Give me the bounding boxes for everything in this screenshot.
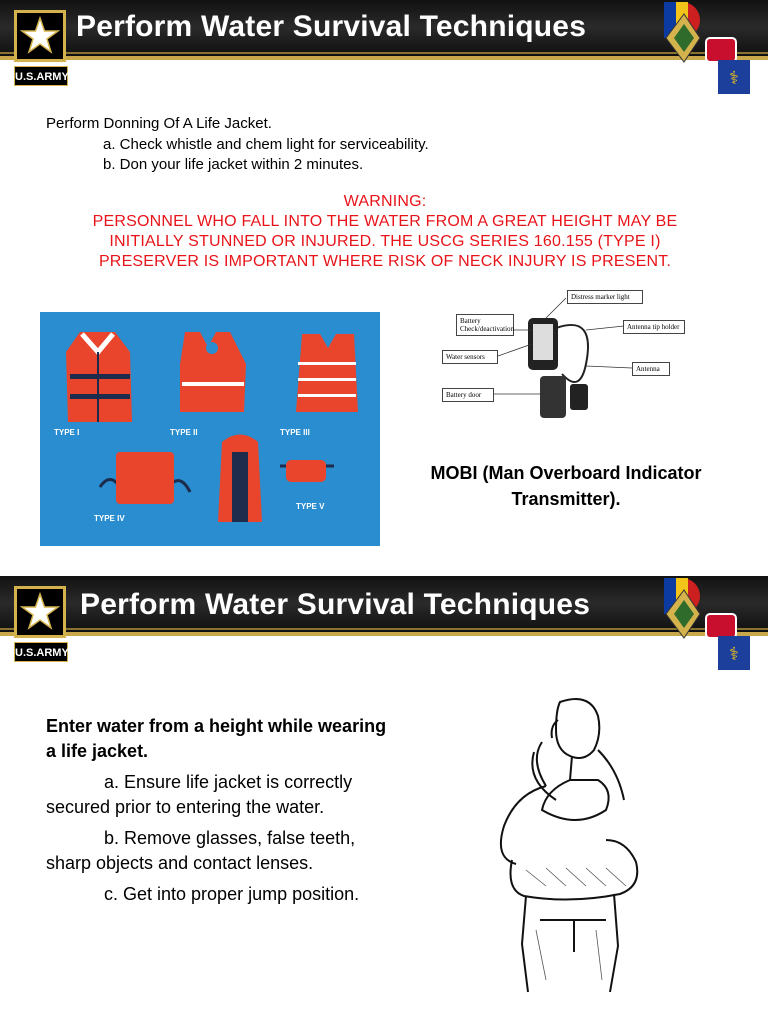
mobi-diagram — [436, 284, 696, 424]
instruction-step-b: b. Remove glasses, false teeth, — [104, 828, 356, 848]
instruction-step-c: c. Get into proper jump position. — [104, 884, 360, 904]
army-logo-text: U.S.ARMY — [14, 66, 68, 86]
step-a-text: a. Check whistle and chem light for serviceability. — [103, 136, 429, 153]
svg-text:⚕: ⚕ — [729, 68, 739, 89]
callout-battery-check: Battery Check/deactivation — [456, 314, 514, 336]
instruction-step-b: sharp objects and contact lenses. — [46, 853, 314, 873]
warning-line: INITIALLY STUNNED OR INJURED. THE USCG SERIES 160.155 (TYPE I) — [109, 233, 661, 250]
callout-distress-light: Distress marker light — [567, 290, 643, 304]
slide-gap — [0, 548, 768, 576]
jacket-label: TYPE V — [296, 502, 325, 511]
crest-icon — [654, 576, 754, 672]
page-title: Perform Water Survival Techniques — [80, 588, 591, 621]
instruction-step-a: a. Ensure life jacket is correctly — [104, 772, 353, 792]
army-logo-text: U.S.ARMY — [14, 642, 68, 662]
warning-line: PERSONNEL WHO FALL INTO THE WATER FROM A GREAT HEIGHT MAY BE — [92, 213, 678, 230]
callout-antenna-tip: Antenna tip holder — [623, 320, 685, 334]
unit-crests — [654, 576, 754, 672]
mobi-caption-line: MOBI (Man Overboard Indicator — [430, 463, 702, 483]
army-star-icon — [14, 586, 66, 638]
step-b-text: b. Don your life jacket within 2 minutes. — [103, 156, 364, 173]
jacket-label: TYPE II — [170, 428, 198, 437]
jacket-label: TYPE I — [54, 428, 80, 437]
page-title: Perform Water Survival Techniques — [76, 10, 587, 43]
callout-battery-door: Battery door — [442, 388, 494, 402]
jacket-label: TYPE III — [280, 428, 310, 437]
army-star-icon — [14, 10, 66, 62]
header-divider — [0, 628, 768, 630]
jump-position-figure — [486, 690, 658, 996]
mobi-caption — [396, 460, 736, 512]
intro-text: Perform Donning Of A Life Jacket. — [46, 115, 272, 132]
warning-block — [40, 192, 730, 272]
instruction-title: Enter water from a height while wearing — [46, 716, 387, 736]
life-jackets-illustration — [40, 312, 380, 546]
person-jump-illustration — [486, 690, 658, 996]
warning-line: PRESERVER IS IMPORTANT WHERE RISK OF NECK INJURY IS PRESENT. — [98, 253, 672, 270]
warning-title: WARNING: — [343, 193, 427, 210]
instruction-step-a: secured prior to entering the water. — [46, 797, 325, 817]
callout-water-sensors: Water sensors — [442, 350, 498, 364]
header-divider — [0, 632, 768, 636]
us-army-logo — [10, 582, 70, 668]
unit-crests — [654, 0, 754, 96]
slide-header — [0, 576, 768, 636]
instruction-title: a life jacket. — [46, 741, 149, 761]
us-army-logo — [10, 6, 70, 92]
jacket-label: TYPE IV — [94, 514, 125, 523]
header-divider — [0, 52, 768, 54]
callout-antenna: Antenna — [632, 362, 670, 376]
mobi-caption-line: Transmitter). — [511, 489, 621, 509]
svg-text:⚕: ⚕ — [729, 644, 739, 665]
jump-instructions — [46, 714, 466, 907]
life-jacket-types-image — [40, 312, 380, 546]
slide-header — [0, 0, 768, 60]
header-divider — [0, 56, 768, 60]
crest-icon — [654, 0, 754, 96]
